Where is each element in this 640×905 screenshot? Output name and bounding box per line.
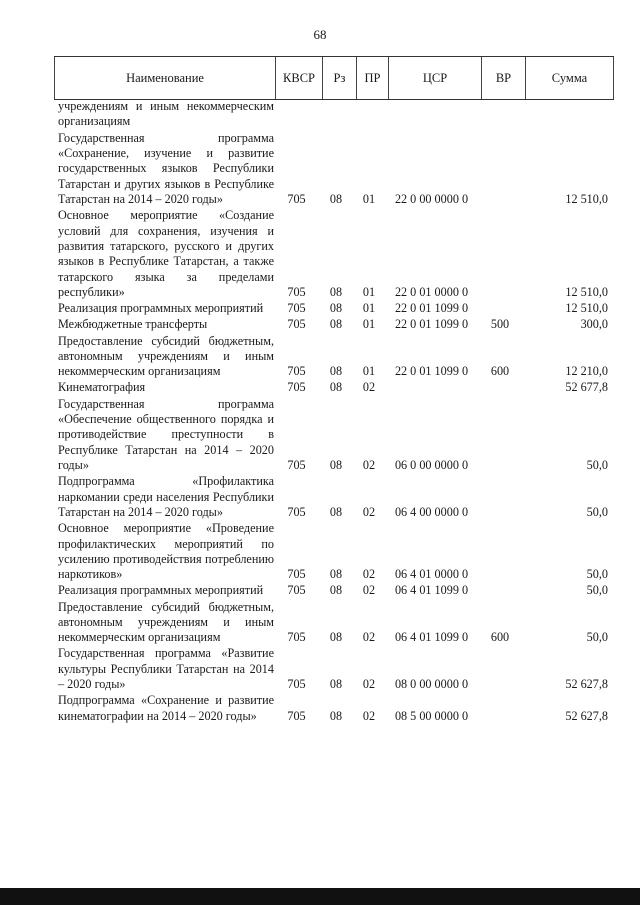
row-kvsr: 705 bbox=[287, 630, 306, 645]
table-header bbox=[54, 56, 614, 100]
header-sum: Сумма bbox=[525, 57, 614, 99]
row-name: учреждениям и иным некоммерческим организациям bbox=[58, 99, 274, 129]
row-sum: 12 510,0 bbox=[565, 192, 608, 207]
row-rz: 08 bbox=[329, 677, 343, 692]
row-kvsr: 705 bbox=[287, 364, 306, 379]
row-vr: 500 bbox=[490, 317, 510, 332]
table-row bbox=[58, 646, 614, 692]
table-body bbox=[58, 99, 614, 725]
row-rz: 08 bbox=[329, 380, 343, 395]
row-name: Подпрограмма «Профилактика наркомании среди населения Республики Татарстан на 2014 – 2020 годы» bbox=[58, 474, 274, 520]
row-kvsr: 705 bbox=[287, 380, 306, 395]
row-name: Государственная программа «Развитие культуры Республики Татарстан на 2014 – 2020 годы» bbox=[58, 646, 274, 692]
header-pr: ПР bbox=[356, 57, 388, 99]
row-sum: 50,0 bbox=[586, 458, 608, 473]
row-rz: 08 bbox=[329, 567, 343, 582]
row-sum: 12 510,0 bbox=[565, 301, 608, 316]
row-name: Предоставление субсидий бюджетным, автономным учреждениям и иным некоммерческим организациям bbox=[58, 599, 274, 645]
table-row bbox=[58, 474, 614, 520]
row-name: Межбюджетные трансферты bbox=[58, 317, 208, 332]
row-rz: 08 bbox=[329, 708, 343, 723]
row-rz: 08 bbox=[329, 458, 343, 473]
row-pr: 02 bbox=[362, 380, 376, 395]
row-csr: 06 4 01 1099 0 bbox=[394, 630, 469, 645]
scan-bottom-edge bbox=[0, 888, 640, 905]
table-row bbox=[58, 521, 614, 583]
table-row bbox=[58, 131, 614, 208]
table-row bbox=[58, 317, 614, 332]
row-csr: 22 0 01 1099 0 bbox=[394, 317, 469, 332]
row-sum: 50,0 bbox=[586, 567, 608, 582]
row-name: Реализация программных мероприятий bbox=[58, 301, 264, 316]
row-sum: 52 627,8 bbox=[565, 708, 608, 723]
row-csr: 22 0 01 1099 0 bbox=[394, 364, 469, 379]
row-csr: 08 5 00 0000 0 bbox=[394, 708, 469, 723]
row-rz: 08 bbox=[329, 301, 343, 316]
row-sum: 50,0 bbox=[586, 505, 608, 520]
row-csr: 06 0 00 0000 0 bbox=[394, 458, 469, 473]
row-csr: 22 0 01 0000 0 bbox=[394, 285, 469, 300]
row-kvsr: 705 bbox=[287, 458, 306, 473]
table-row bbox=[58, 301, 614, 316]
row-rz: 08 bbox=[329, 364, 343, 379]
row-csr: 08 0 00 0000 0 bbox=[394, 677, 469, 692]
row-csr: 06 4 00 0000 0 bbox=[394, 505, 469, 520]
row-name: Основное мероприятие «Создание условий для сохранения, изучения и развития татарского, русского и других языков в Республике Татарстан, а также татарского языка за пределами республики» bbox=[58, 208, 274, 300]
row-sum: 12 510,0 bbox=[565, 285, 608, 300]
table-row bbox=[58, 99, 614, 130]
row-kvsr: 705 bbox=[287, 677, 306, 692]
row-rz: 08 bbox=[329, 192, 343, 207]
row-vr: 600 bbox=[490, 364, 510, 379]
row-csr: 22 0 00 0000 0 bbox=[394, 192, 469, 207]
row-pr: 02 bbox=[362, 583, 376, 598]
row-kvsr: 705 bbox=[287, 301, 306, 316]
row-csr: 06 4 01 1099 0 bbox=[394, 583, 469, 598]
row-name: Предоставление субсидий бюджетным, автономным учреждениям и иным некоммерческим организациям bbox=[58, 333, 274, 379]
row-sum: 50,0 bbox=[586, 583, 608, 598]
row-kvsr: 705 bbox=[287, 708, 306, 723]
row-name: Государственная программа «Обеспечение общественного порядка и противодействие преступности в Республике Татарстан на 2014 – 2020 годы» bbox=[58, 396, 274, 473]
row-csr: 06 4 01 0000 0 bbox=[394, 567, 469, 582]
row-pr: 01 bbox=[362, 364, 376, 379]
row-kvsr: 705 bbox=[287, 317, 306, 332]
row-name: Государственная программа «Сохранение, изучение и развитие государственных языков Республики Татарстан и других языков в Республике Татарстан на 2014 – 2020 годы» bbox=[58, 130, 274, 207]
header-kvsr: КВСР bbox=[275, 57, 322, 99]
row-pr: 02 bbox=[362, 708, 376, 723]
row-sum: 12 210,0 bbox=[565, 364, 608, 379]
row-rz: 08 bbox=[329, 583, 343, 598]
table-row bbox=[58, 334, 614, 380]
row-rz: 08 bbox=[329, 317, 343, 332]
row-sum: 52 677,8 bbox=[565, 380, 608, 395]
row-sum: 50,0 bbox=[586, 630, 608, 645]
header-rz: Рз bbox=[322, 57, 356, 99]
row-pr: 01 bbox=[362, 317, 376, 332]
row-kvsr: 705 bbox=[287, 505, 306, 520]
row-name: Подпрограмма «Сохранение и развитие кинематографии на 2014 – 2020 годы» bbox=[58, 693, 274, 723]
row-pr: 02 bbox=[362, 458, 376, 473]
header-csr: ЦСР bbox=[388, 57, 481, 99]
row-name: Реализация программных мероприятий bbox=[58, 583, 264, 598]
row-pr: 01 bbox=[362, 285, 376, 300]
row-name: Кинематография bbox=[58, 380, 146, 395]
header-vr: ВР bbox=[481, 57, 525, 99]
row-rz: 08 bbox=[329, 285, 343, 300]
row-csr: 22 0 01 1099 0 bbox=[394, 301, 469, 316]
page-number: 68 bbox=[313, 27, 327, 42]
row-sum: 300,0 bbox=[580, 317, 608, 332]
row-pr: 02 bbox=[362, 630, 376, 645]
row-rz: 08 bbox=[329, 630, 343, 645]
table-row bbox=[58, 397, 614, 474]
row-pr: 02 bbox=[362, 677, 376, 692]
row-pr: 01 bbox=[362, 192, 376, 207]
table-row bbox=[58, 380, 614, 395]
row-kvsr: 705 bbox=[287, 567, 306, 582]
table-row bbox=[58, 208, 614, 300]
row-pr: 02 bbox=[362, 567, 376, 582]
row-pr: 01 bbox=[362, 301, 376, 316]
header-name: Наименование bbox=[54, 57, 275, 99]
table-row bbox=[58, 600, 614, 646]
row-rz: 08 bbox=[329, 505, 343, 520]
table-row bbox=[58, 693, 614, 724]
row-pr: 02 bbox=[362, 505, 376, 520]
row-sum: 52 627,8 bbox=[565, 677, 608, 692]
row-vr: 600 bbox=[490, 630, 510, 645]
row-name: Основное мероприятие «Проведение профилактических мероприятий по усилению противодействия потреблению наркотиков» bbox=[58, 521, 274, 582]
table-row bbox=[58, 583, 614, 598]
row-kvsr: 705 bbox=[287, 192, 306, 207]
row-kvsr: 705 bbox=[287, 583, 306, 598]
row-kvsr: 705 bbox=[287, 285, 306, 300]
